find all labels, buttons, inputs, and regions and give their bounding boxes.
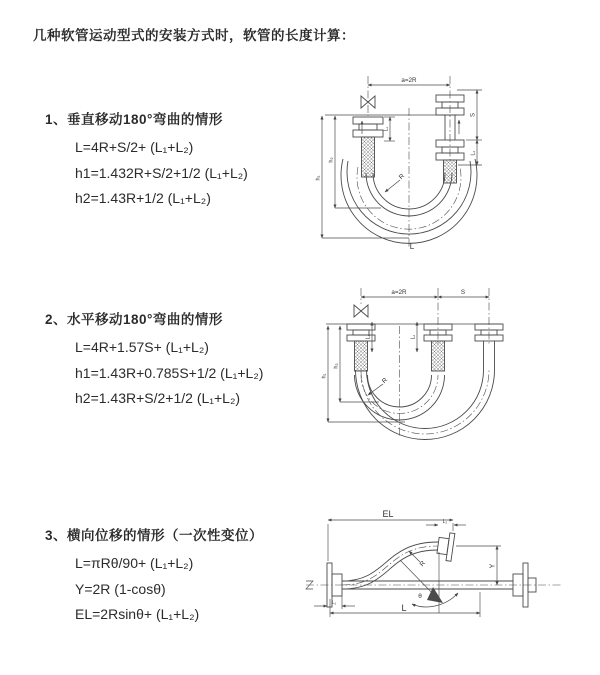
diagram-horizontal-180 xyxy=(305,278,600,463)
left-flange-fitting xyxy=(353,117,383,137)
section-lateral-displacement xyxy=(45,524,263,628)
dim-label-el: EL xyxy=(382,509,394,519)
dim-label-fit-left: L₁ xyxy=(365,334,372,340)
dim-label-fit-mid: L₂ xyxy=(410,334,417,340)
dim-label-span: a=2R xyxy=(401,77,417,84)
formula-h1: h1=1.43R+0.785S+1/2 (L₁+L₂) xyxy=(75,364,264,381)
dim-label-fit-left: L₁ xyxy=(331,600,337,606)
dim-label-h1: h₁ xyxy=(321,373,328,379)
section-vertical-180 xyxy=(45,108,248,212)
radius-leader xyxy=(368,384,383,395)
formula-el: EL=2Rsinθ+ (L₁+L₂) xyxy=(75,606,200,622)
formula-length: L=4R+S/2+ (L₁+L₂) xyxy=(75,139,194,155)
formula-y: Y=2R (1-cosθ) xyxy=(75,580,166,597)
dim-label-stroke: S xyxy=(470,112,477,118)
dim-label-theta: θ xyxy=(418,593,422,600)
page-title: 几种软管运动型式的安装方式时，软管的长度计算： xyxy=(33,28,355,43)
dim-label-h1: h₁ xyxy=(315,175,322,181)
formula-length: L=4R+1.57S+ (L₁+L₂) xyxy=(75,339,209,355)
braided-hose-right xyxy=(444,160,457,183)
formula-h2: h2=1.43R+1/2 (L₁+L₂) xyxy=(75,190,211,206)
hose-arc-outer-shifted xyxy=(356,370,495,440)
hose-arc-inner xyxy=(373,173,445,209)
braided-hose-middle xyxy=(432,341,445,371)
section-2-heading: 2、水平移动180°弯曲的情形 xyxy=(45,312,223,327)
section-1-heading: 1、垂直移动180°弯曲的情形 xyxy=(45,112,223,127)
dim-label-radius: R xyxy=(418,559,428,569)
section-horizontal-180 xyxy=(45,308,263,412)
dim-label-fit-top: L₂ xyxy=(442,519,448,525)
valve-icon xyxy=(354,305,368,317)
dim-label-length: L xyxy=(409,242,415,251)
dim-label-stroke: S xyxy=(460,289,466,296)
hose-wall-displaced xyxy=(342,550,438,589)
dim-label-length: L xyxy=(401,603,407,613)
formula-h1: h1=1.432R+S/2+1/2 (L₁+L₂) xyxy=(75,164,248,181)
dim-label-y: Y xyxy=(489,563,497,569)
dim-label-radius: R xyxy=(397,172,407,182)
dim-label-radius: R xyxy=(380,376,390,386)
dim-label-fit-left: L₁ xyxy=(383,126,390,132)
radius-leader xyxy=(385,180,400,192)
formula-h2: h2=1.43R+S/2+1/2 (L₁+L₂) xyxy=(75,390,241,406)
section-3-heading: 3、横向位移的情形（一次性变位） xyxy=(45,528,264,543)
dim-label-fit-right: L₂ xyxy=(470,150,477,156)
dim-label-h2: h₂ xyxy=(328,157,335,163)
braided-hose-left xyxy=(362,137,375,177)
formula-length: L=πRθ/90+ (L₁+L₂) xyxy=(75,555,194,571)
braided-hose-left xyxy=(355,341,368,371)
diagram-vertical-180 xyxy=(305,68,600,263)
dim-label-span: a=2R xyxy=(391,289,407,296)
diagram-lateral-displacement xyxy=(300,502,600,647)
dim-label-h2: h₂ xyxy=(333,363,340,369)
